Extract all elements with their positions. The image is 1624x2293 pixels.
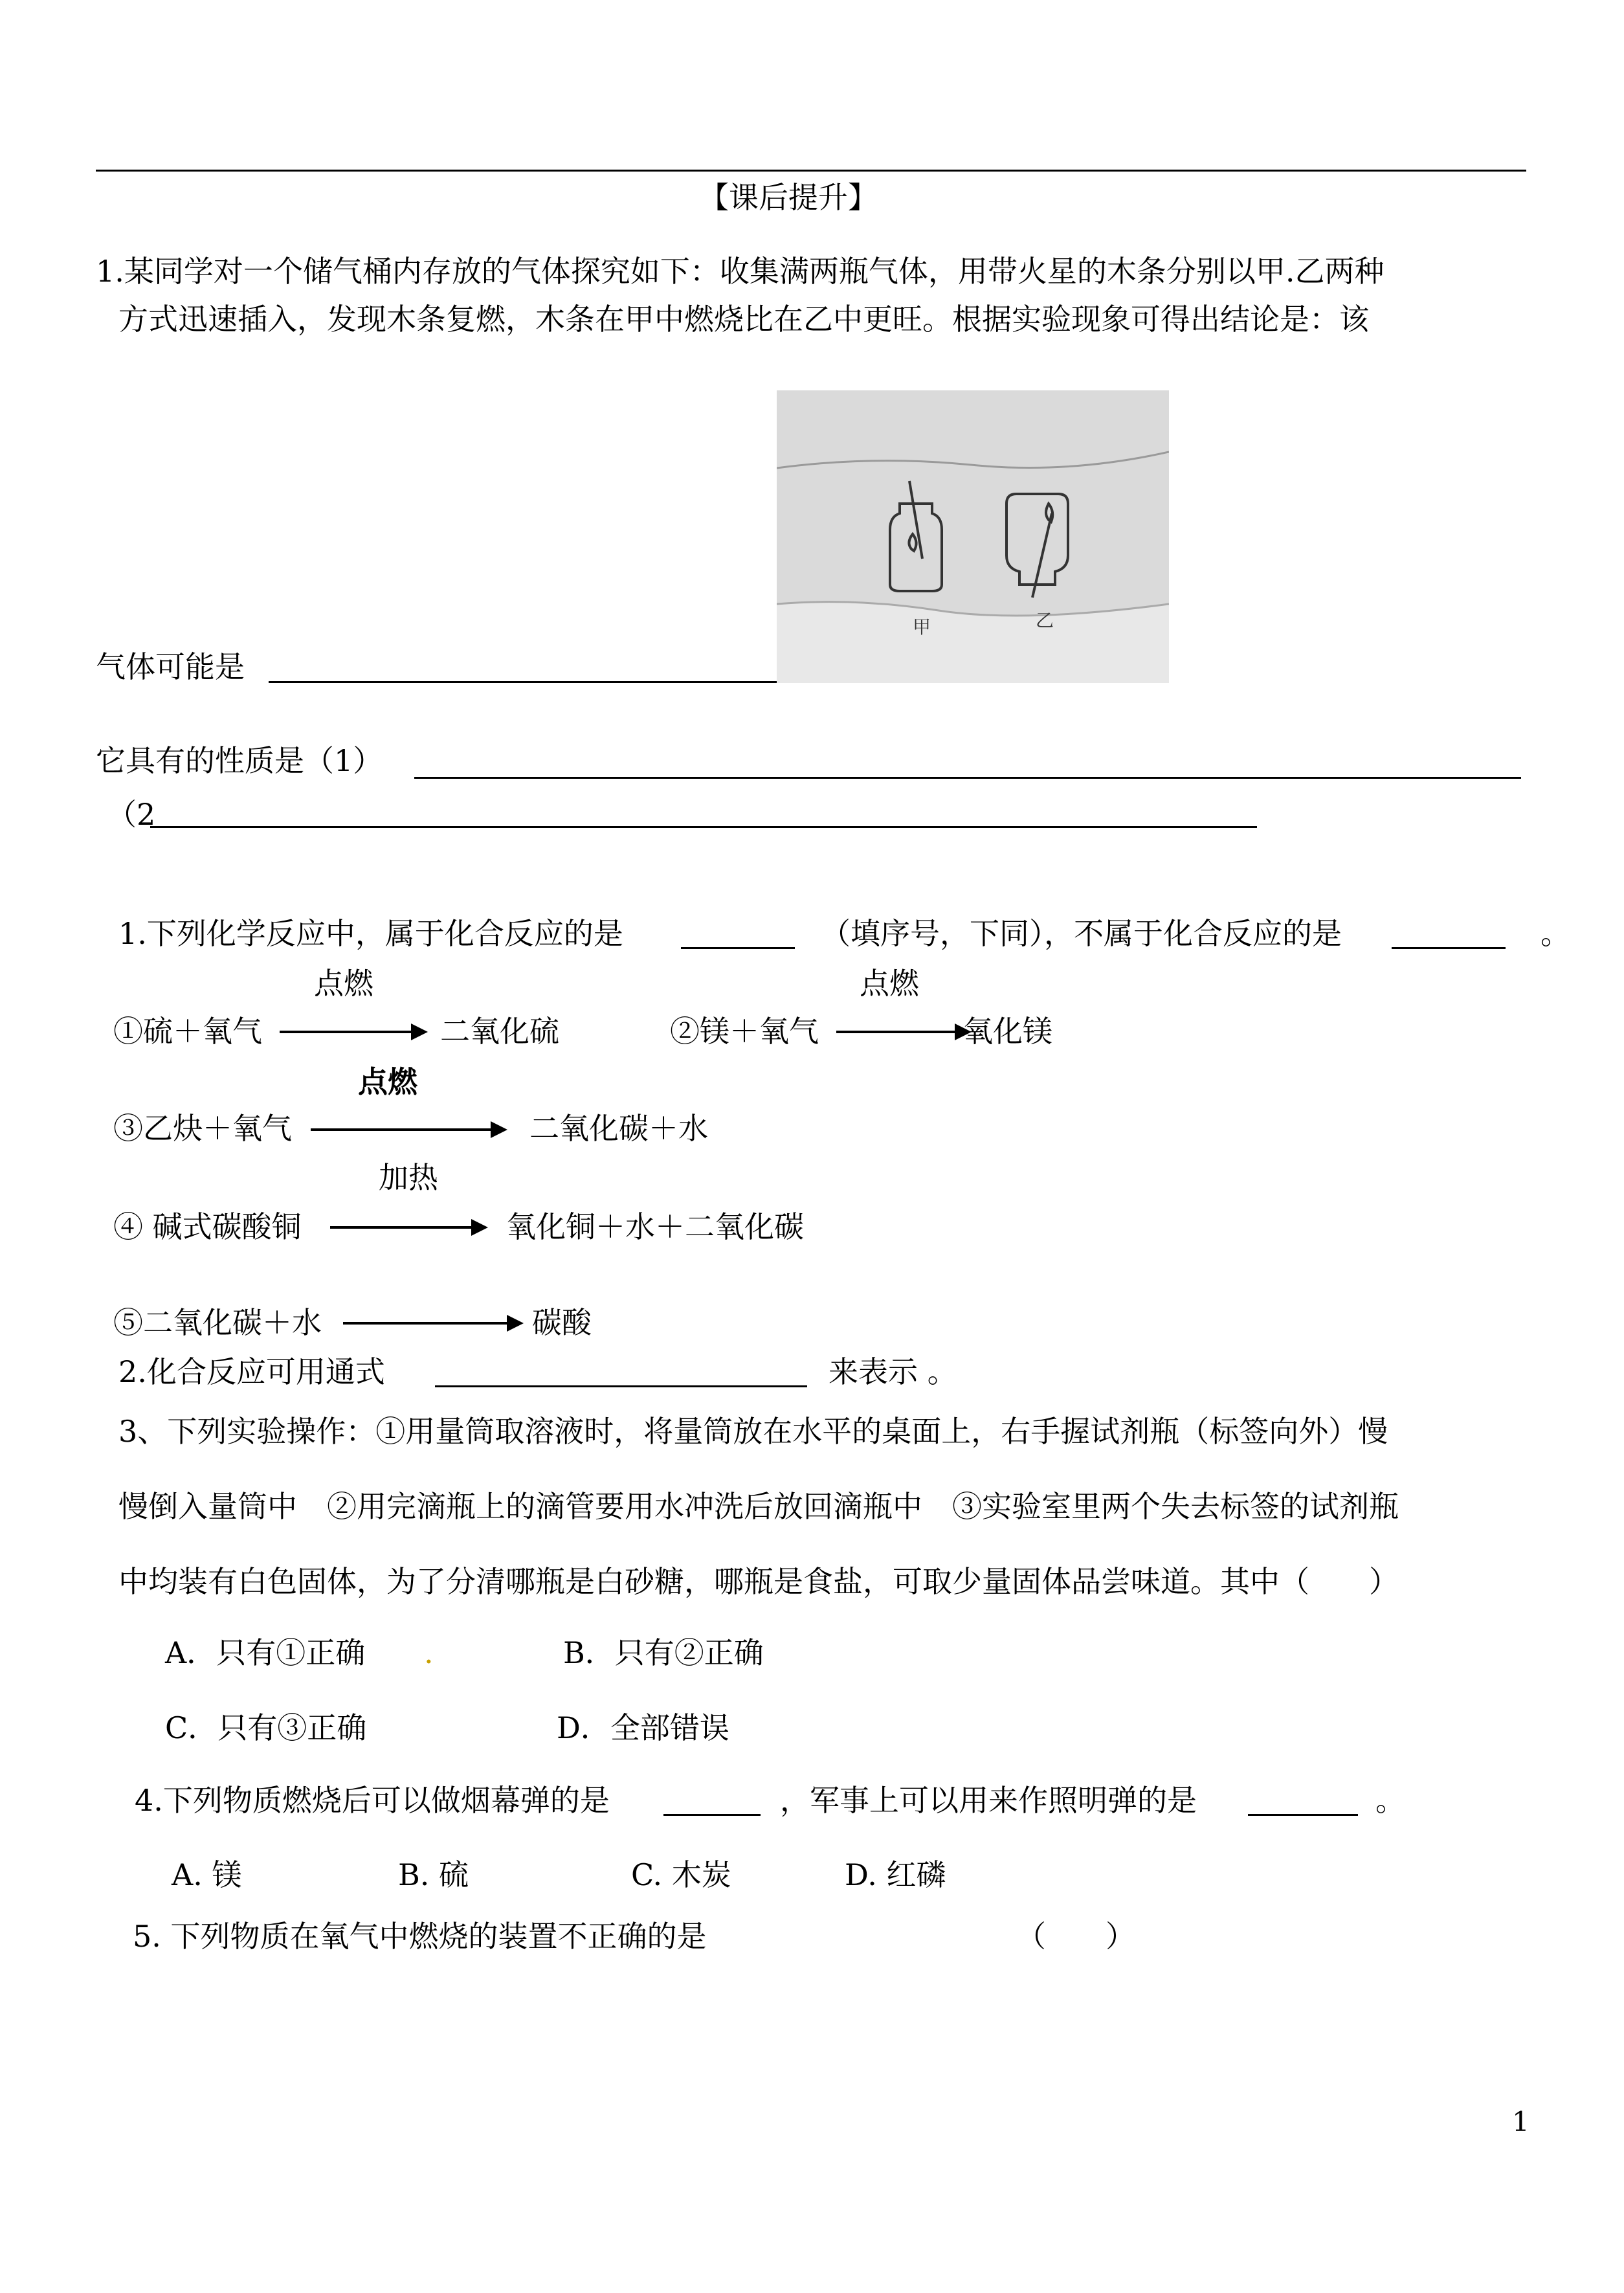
bottle-label-yi: 乙 [1036, 610, 1054, 631]
bottles-photo [777, 390, 1169, 683]
r4-arrow [330, 1226, 485, 1229]
r1-arrow [280, 1031, 425, 1033]
bottle-label-jia: 甲 [913, 616, 931, 638]
q4-option-b[interactable]: B. 硫 [398, 1857, 469, 1892]
q1-stem-end: 。 [1541, 916, 1570, 951]
intro-line-2: 方式迅速插入，发现木条复燃，木条在甲中燃烧比在乙中更旺。根据实验现象可得出结论是：该 [118, 302, 1369, 337]
q4-stem-end: 。 [1375, 1783, 1405, 1818]
q2-stem-b: 来表示 。 [829, 1354, 957, 1389]
q3-option-a-mark: . [424, 1635, 434, 1670]
r5-left: ⑤二氧化碳＋水 [113, 1305, 322, 1340]
property-2-label: （2 [107, 797, 156, 832]
q2-answer-blank[interactable] [435, 1385, 807, 1387]
property-label: 它具有的性质是（1） [96, 743, 383, 778]
q1-answer-blank-2[interactable] [1392, 947, 1506, 949]
r2-left: ②镁＋氧气 [670, 1014, 819, 1049]
r3-condition: 点燃 [358, 1064, 417, 1099]
r3-arrow [311, 1128, 505, 1131]
q5-answer-paren[interactable]: （ ） [1016, 1919, 1135, 1954]
property-1-blank[interactable] [414, 777, 1521, 779]
intro-line-1: 1.某同学对一个储气桶内存放的气体探究如下：收集满两瓶气体，用带火星的木条分别以甲.乙两种 [96, 254, 1385, 289]
q4-stem-a: 4.下列物质燃烧后可以做烟幕弹的是 [135, 1783, 610, 1818]
r1-right: 二氧化硫 [440, 1014, 559, 1049]
q3-option-d[interactable]: D．全部错误 [557, 1710, 729, 1745]
r1-left: ①硫＋氧气 [113, 1014, 262, 1049]
r2-condition: 点燃 [860, 966, 919, 1001]
q2-stem-a: 2.化合反应可用通式 [118, 1354, 385, 1389]
q3-option-a[interactable]: A．只有①正确 [165, 1635, 366, 1670]
q4-option-c[interactable]: C. 木炭 [631, 1857, 731, 1892]
q3-line-1: 3、下列实验操作：①用量筒取溶液时，将量筒放在水平的桌面上，右手握试剂瓶（标签向外）慢 [118, 1414, 1388, 1449]
gas-label: 气体可能是 [96, 649, 245, 684]
q5-stem: 5. 下列物质在氧气中燃烧的装置不正确的是 [133, 1919, 707, 1954]
r5-right: 碳酸 [532, 1305, 592, 1340]
q4-option-a[interactable]: A. 镁 [172, 1857, 242, 1892]
property-2-blank[interactable] [150, 826, 1257, 828]
r3-right: 二氧化碳＋水 [529, 1111, 708, 1146]
section-title: 【课后提升】 [699, 180, 878, 215]
q4-answer-blank-1[interactable] [663, 1814, 761, 1816]
q3-option-c[interactable]: C．只有③正确 [165, 1710, 367, 1745]
r1-condition: 点燃 [314, 966, 373, 1001]
bottles-illustration [777, 390, 1169, 683]
q1-answer-blank-1[interactable] [681, 947, 795, 949]
r4-left: ④ 碱式碳酸铜 [113, 1209, 302, 1244]
q1-stem-a: 1.下列化学反应中，属于化合反应的是 [118, 916, 623, 951]
r2-right: 氧化镁 [963, 1014, 1052, 1049]
q4-option-d[interactable]: D. 红磷 [845, 1857, 946, 1892]
r4-condition: 加热 [379, 1160, 438, 1195]
r3-left: ③乙炔＋氧气 [113, 1111, 292, 1146]
q3-line-2: 慢倒入量筒中 ②用完滴瓶上的滴管要用水冲洗后放回滴瓶中 ③实验室里两个失去标签的试剂瓶 [118, 1489, 1399, 1524]
page-number: 1 [1512, 2106, 1529, 2138]
header-rule [96, 170, 1526, 172]
q4-answer-blank-2[interactable] [1248, 1814, 1358, 1816]
q3-line-3: 中均装有白色固体，为了分清哪瓶是白砂糖，哪瓶是食盐，可取少量固体品尝味道。其中（ ） [118, 1564, 1399, 1599]
r2-arrow [836, 1031, 969, 1033]
r4-right: 氧化铜＋水＋二氧化碳 [506, 1209, 804, 1244]
q4-stem-b: ，军事上可以用来作照明弹的是 [780, 1783, 1197, 1818]
r5-arrow [343, 1322, 521, 1325]
gas-answer-blank[interactable] [269, 681, 777, 683]
q3-option-b[interactable]: B．只有②正确 [563, 1635, 764, 1670]
q1-stem-b: （填序号，下同），不属于化合反应的是 [821, 916, 1342, 951]
